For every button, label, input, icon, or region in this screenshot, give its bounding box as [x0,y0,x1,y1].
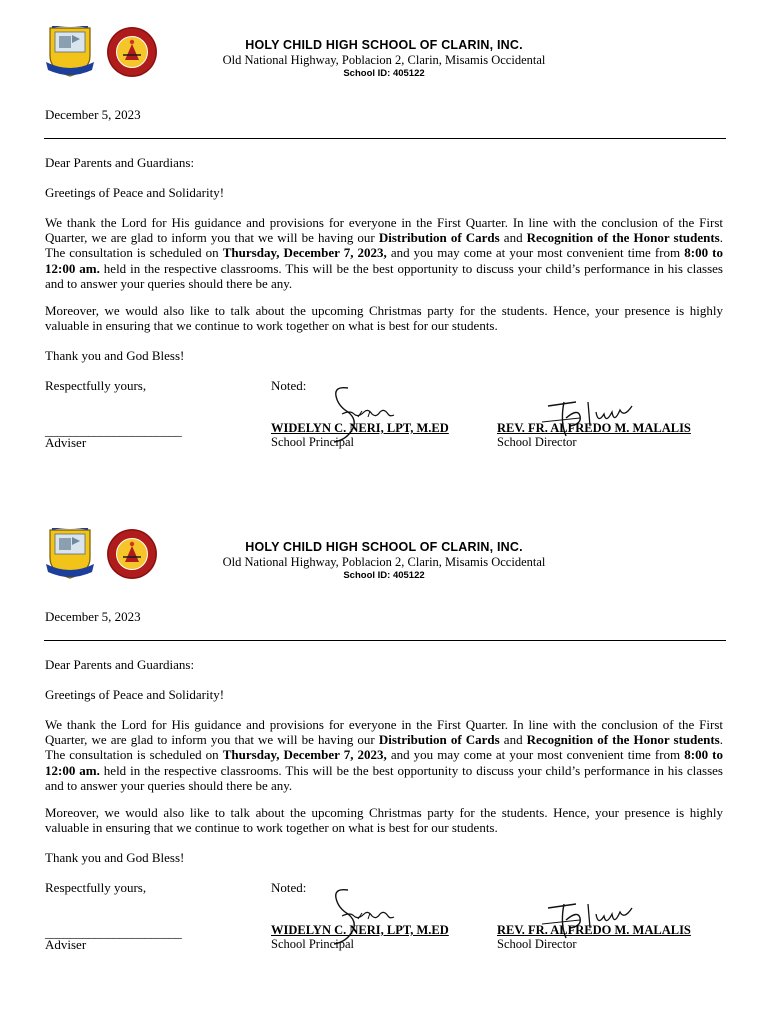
school-name: HOLY CHILD HIGH SCHOOL OF CLARIN, INC. [245,38,523,52]
greeting: Greetings of Peace and Solidarity! [45,185,225,200]
respectfully-yours: Respectfully yours, [45,378,147,393]
salutation: Dear Parents and Guardians: [45,155,195,170]
header-divider [44,138,726,139]
salutation: Dear Parents and Guardians: [45,657,195,672]
adviser-signature-line: ______________________ [45,925,182,940]
body-paragraph-1: We thank the Lord for His guidance and provisions for everyone in the First Quarter. In line with the conclusion of the First Quarter, we are glad to inform you that we will be having our Distribution of Cards and Recognition of the Honor students. The consultation is scheduled on Thursday, December 7, 2023, and you may come at your most convenient time from 8:00 to 12:00 am. held in the respective classrooms. This will be the best opportunity to discuss your child’s performance in his classes and to answer your queries should there be any. [45,215,723,291]
school-id: School ID: 405122 [343,570,425,581]
header-divider [44,640,726,641]
body-paragraph-2: Moreover, we would also like to talk about the upcoming Christmas party for the students. Hence, your presence is highly valuable in ensuring that we continue to work together on what is best for our students. [45,303,723,334]
emphasis-recognition: Recognition of the Honor students [526,732,720,748]
letter-date: December 5, 2023 [45,107,141,122]
noted-label: Noted: [271,378,307,393]
emphasis-recognition: Recognition of the Honor students [526,230,720,246]
noted-label: Noted: [271,880,307,895]
adviser-title: Adviser [45,435,87,450]
respectfully-yours: Respectfully yours, [45,880,147,895]
letter-copy-2 [0,502,768,1004]
adviser-signature-line: ______________________ [45,423,182,438]
school-address: Old National Highway, Poblacion 2, Clarin, Misamis Occidental [222,53,546,67]
emphasis-distribution: Distribution of Cards [378,732,500,748]
adviser-title: Adviser [45,937,87,952]
signatory-title: School Director [497,435,577,449]
school-address: Old National Highway, Poblacion 2, Clarin, Misamis Occidental [222,555,546,569]
body-paragraph-1: We thank the Lord for His guidance and provisions for everyone in the First Quarter. In line with the conclusion of the First Quarter, we are glad to inform you that we will be having our Distribution of Cards and Recognition of the Honor students. The consultation is scheduled on Thursday, December 7, 2023, and you may come at your most convenient time from 8:00 to 12:00 am. held in the respective classrooms. This will be the best opportunity to discuss your child’s performance in his classes and to answer your queries should there be any. [45,717,723,793]
closing-line: Thank you and God Bless! [45,348,185,363]
signatory-name: WIDELYN C. NERI, LPT, M.ED [271,923,449,937]
emphasis-time: 8:00 to 12:00 am. [45,747,723,778]
signatory-title: School Principal [271,937,354,951]
emphasis-distribution: Distribution of Cards [378,230,500,246]
signatory-name: REV. FR. ALFREDO M. MALALIS [497,421,691,435]
signatory-title: School Director [497,937,577,951]
school-name: HOLY CHILD HIGH SCHOOL OF CLARIN, INC. [245,540,523,554]
signatory-name: REV. FR. ALFREDO M. MALALIS [497,923,691,937]
letter-copy-1 [0,0,768,502]
emphasis-date: Thursday, December 7, 2023, [222,245,387,261]
signatory-name: WIDELYN C. NERI, LPT, M.ED [271,421,449,435]
emphasis-date: Thursday, December 7, 2023, [222,747,387,763]
closing-line: Thank you and God Bless! [45,850,185,865]
greeting: Greetings of Peace and Solidarity! [45,687,225,702]
emphasis-time: 8:00 to 12:00 am. [45,245,723,276]
body-paragraph-2: Moreover, we would also like to talk about the upcoming Christmas party for the students. Hence, your presence is highly valuable in ensuring that we continue to work together on what is best for our students. [45,805,723,836]
signatory-title: School Principal [271,435,354,449]
letter-date: December 5, 2023 [45,609,141,624]
school-id: School ID: 405122 [343,68,425,79]
